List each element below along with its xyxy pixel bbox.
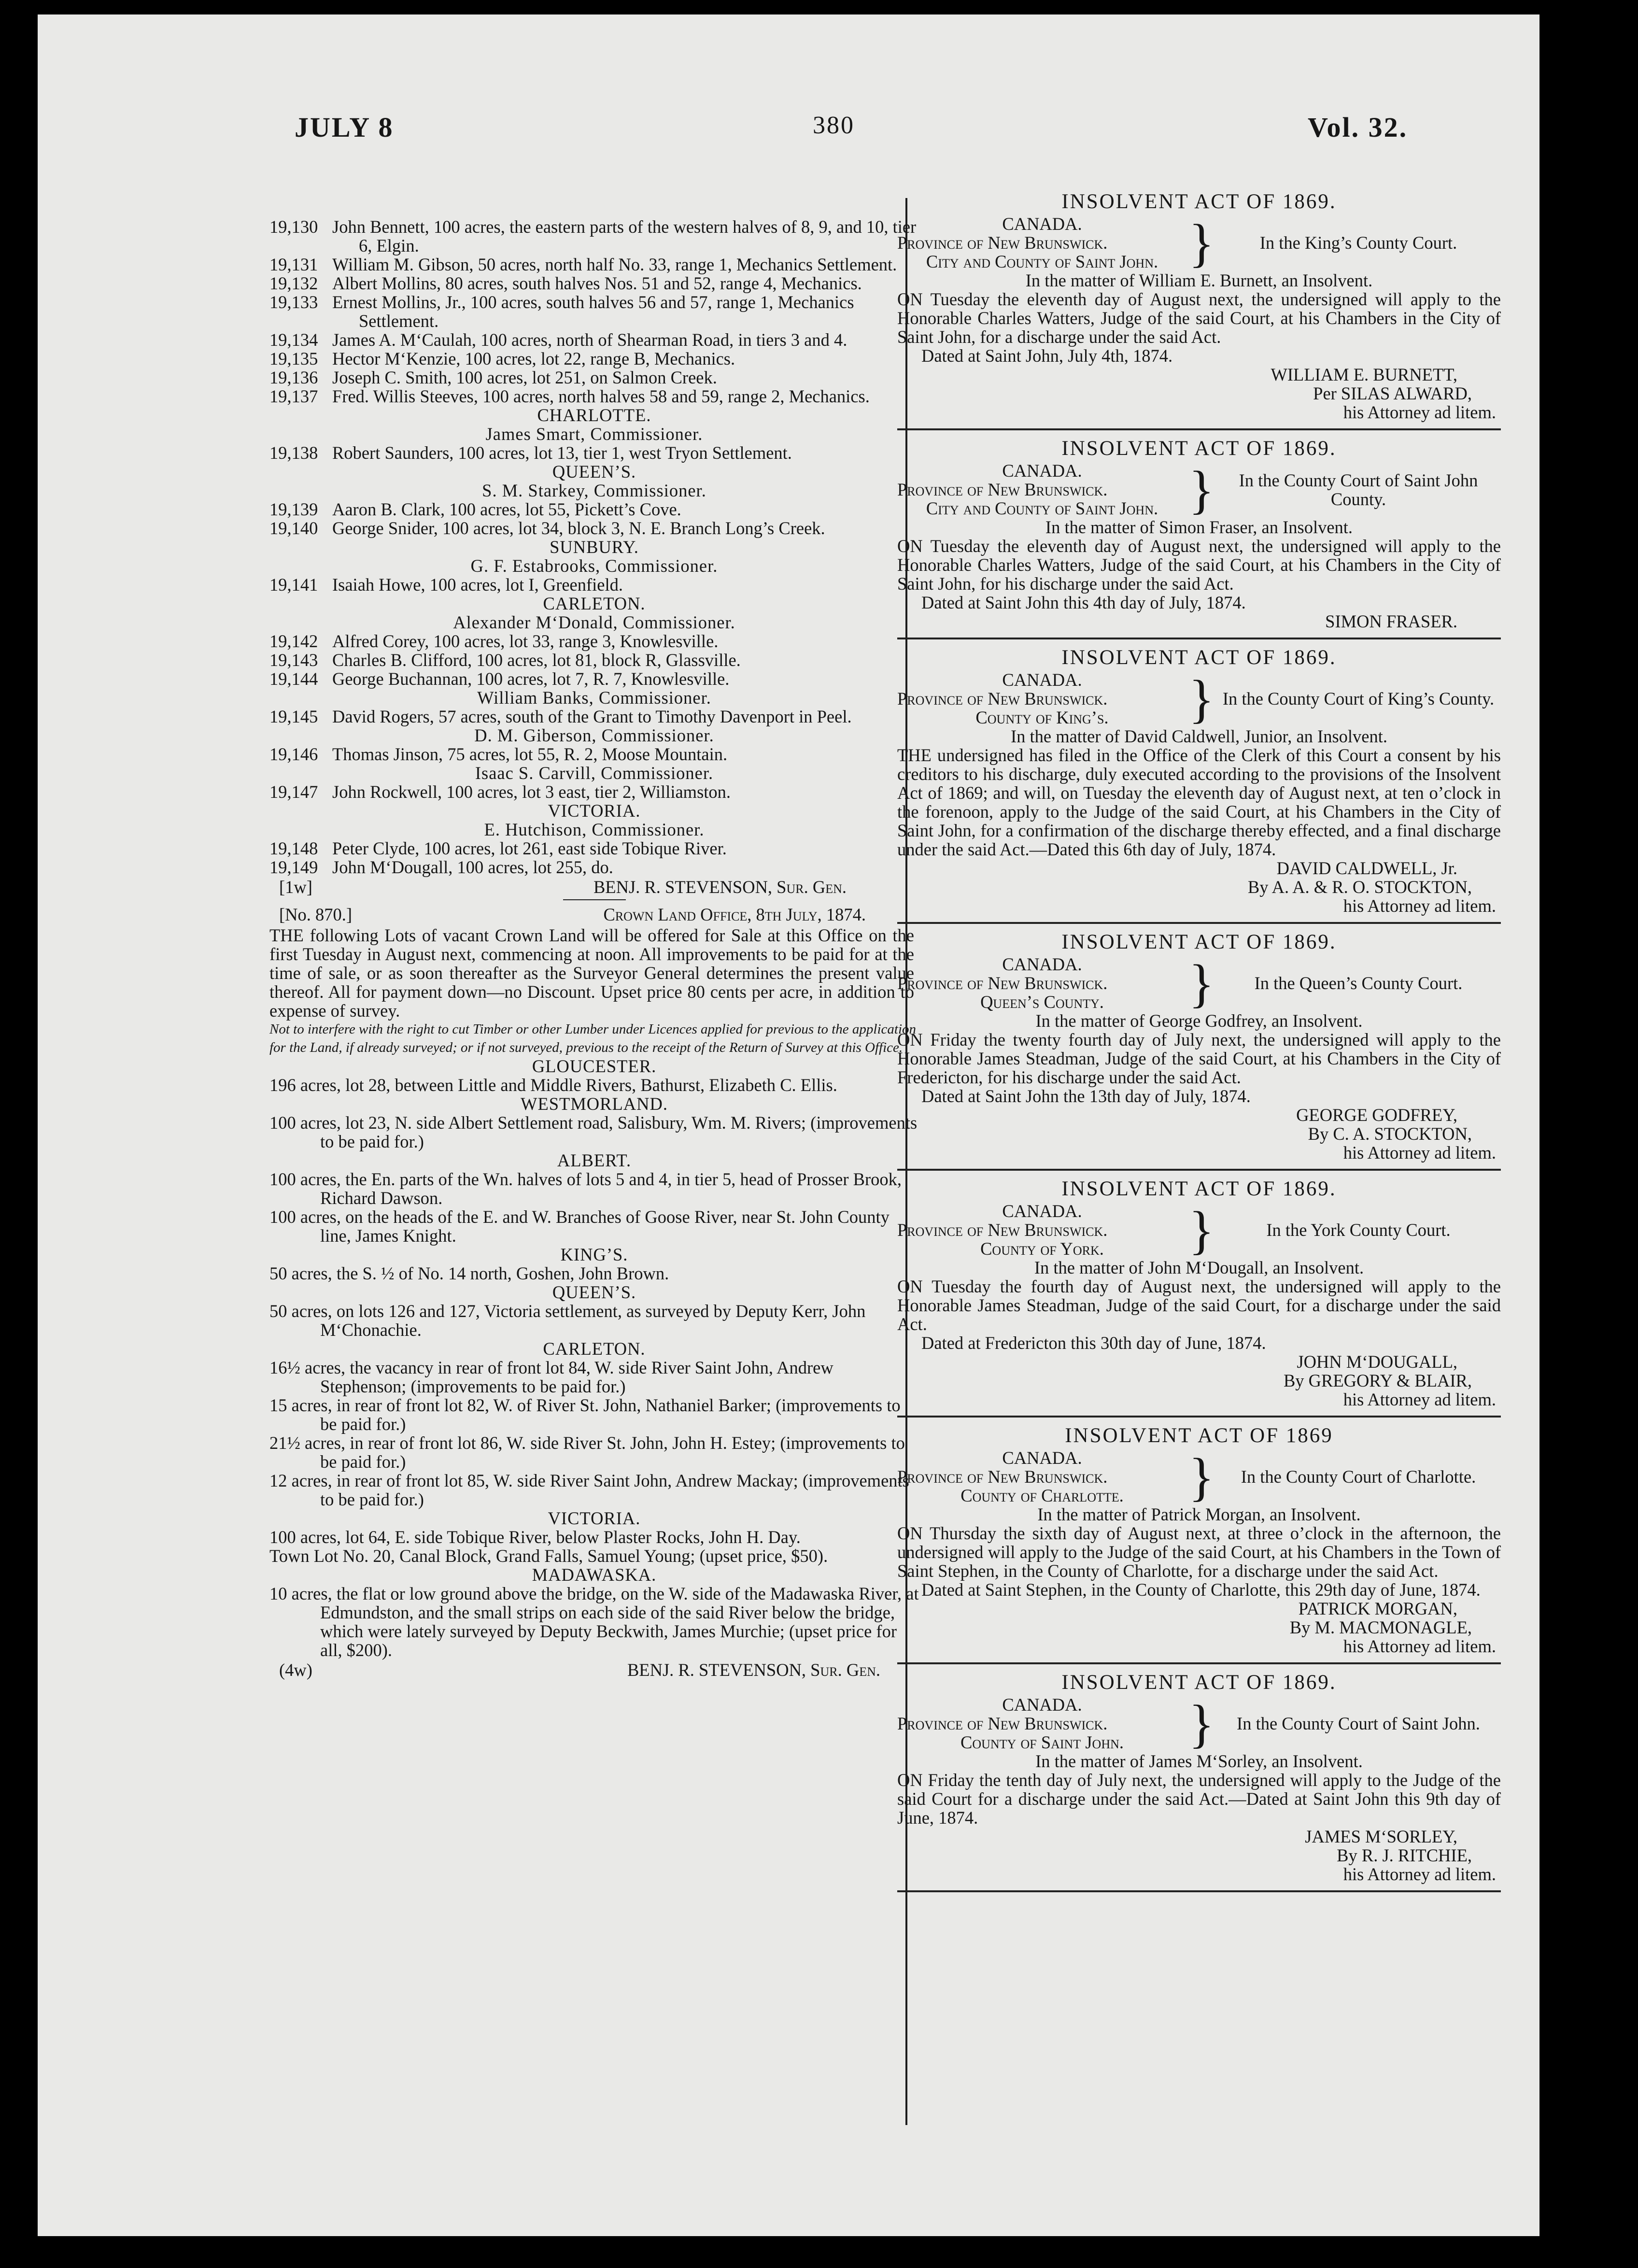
grant-entry <box>269 519 919 538</box>
brace-glyph: } <box>1188 460 1214 519</box>
left-column <box>269 217 919 1679</box>
grant-text: Isaiah Howe, 100 acres, lot I, Greenfield. <box>332 575 623 595</box>
attorney-role: his Attorney ad litem. <box>1343 1864 1496 1884</box>
attorney-role: his Attorney ad litem. <box>1343 1636 1496 1656</box>
grant-entry <box>269 255 919 274</box>
court-name: In the County Court of Charlotte. <box>1241 1467 1476 1487</box>
grant-number: 19,133 <box>269 292 318 312</box>
notice-title: INSOLVENT ACT OF 1869. <box>1061 1177 1337 1200</box>
court-name: In the Queen’s County Court. <box>1254 973 1463 993</box>
grant-text: Ernest Mollins, Jr., 100 acres, south halves 56 and 57, range 1, Mechanics Settlement. <box>332 292 854 331</box>
grant-number: 19,148 <box>269 838 318 858</box>
grant-number: 19,132 <box>269 273 318 293</box>
dated-line: Dated at Fredericton this 30th day of June, 1874. <box>921 1333 1266 1353</box>
signature-line <box>269 877 919 896</box>
dated-line: Dated at Saint John, July 4th, 1874. <box>921 346 1173 366</box>
grant-entry <box>269 500 919 519</box>
notice-title: INSOLVENT ACT OF 1869. <box>1061 1671 1337 1694</box>
matter-line: In the matter of Patrick Morgan, an Insolvent. <box>1037 1504 1361 1524</box>
canada-label: CANADA. <box>1002 1201 1082 1221</box>
court-block <box>897 1202 1501 1258</box>
grant-number: 19,149 <box>269 857 318 877</box>
court-name: In the County Court of King’s County. <box>1222 689 1495 709</box>
notice-body: ON Tuesday the eleventh day of August next, the undersigned will apply to the Honorable Charles Watters, Judge of the said Court, at his Chambers in the City of Saint John, for his discharge under the said Act. <box>897 536 1501 594</box>
signer-name: PATRICK MORGAN, <box>1298 1599 1457 1618</box>
notice-body: ON Friday the tenth day of July next, the undersigned will apply to the Judge of the said Court for a discharge under the said Act.—Dated at Saint John this 9th day of June, 1874. <box>897 1770 1501 1828</box>
province-label: Province of New Brunswick. <box>897 689 1108 709</box>
grant-number: 19,144 <box>269 669 318 689</box>
county-label: City and County of Saint John. <box>926 252 1158 271</box>
brace-glyph: } <box>1188 1694 1214 1753</box>
grant-text: John M‘Dougall, 100 acres, lot 255, do. <box>332 857 613 877</box>
grant-entry <box>269 349 919 368</box>
notice-title: INSOLVENT ACT OF 1869. <box>1061 437 1337 460</box>
grant-number: 19,145 <box>269 707 318 726</box>
notice-title: INSOLVENT ACT OF 1869. <box>1061 646 1337 669</box>
lot-list <box>269 1057 919 1659</box>
signer-name: DAVID CALDWELL, Jr. <box>1276 858 1457 878</box>
right-column <box>897 189 1501 1898</box>
grant-number: 19,138 <box>269 443 318 463</box>
grant-list-a <box>269 217 919 406</box>
attorney-name: By A. A. & R. O. STOCKTON, <box>1247 877 1472 897</box>
attorney-name: Per SILAS ALWARD, <box>1313 383 1472 403</box>
grant-entry <box>269 443 919 462</box>
grant-number: 19,139 <box>269 499 318 519</box>
lot-entry: 16½ acres, the vacancy in rear of front lot 84, W. side River Saint John, Andrew Stephenson; (improvements to be paid for.) <box>269 1358 833 1396</box>
insolvency-notice <box>897 1177 1501 1418</box>
dated-line: Dated at Saint John the 13th day of July, 1874. <box>921 1086 1251 1106</box>
county-heading: GLOUCESTER. <box>532 1056 657 1076</box>
county-heading: ALBERT. <box>557 1150 632 1170</box>
county-label: Queen’s County. <box>980 992 1104 1012</box>
lot-entry: 100 acres, the En. parts of the Wn. halves of lots 5 and 4, in tier 5, head of Prosser Brook, Richard Dawson. <box>269 1169 902 1208</box>
grant-entry <box>269 839 919 858</box>
brace-glyph: } <box>1188 1200 1214 1260</box>
county-heading: SUNBURY. <box>550 537 639 557</box>
notice-title: INSOLVENT ACT OF 1869. <box>1061 190 1337 213</box>
grant-text: Joseph C. Smith, 100 acres, lot 251, on Salmon Creek. <box>332 368 717 387</box>
commissioner-name: Isaac S. Carvill, Commissioner. <box>475 763 714 783</box>
dated-line: Dated at Saint Stephen, in the County of Charlotte, this 29th day of June, 1874. <box>921 1580 1481 1600</box>
notice-body: THE undersigned has filed in the Office of the Clerk of this Court a consent by his creditors to his discharge, duly executed according to the provisions of the Insolvent Act of 1869; and will, on Tuesday the eleventh day of August next, at ten o’clock in the forenoon, apply to the Judge of the said Court, at his Chambers in the City of Saint John, for a confirmation of the discharge thereby effected, and a final discharge under the said Act.—Dated this 6th day of July, 1874. <box>897 745 1501 859</box>
lot-entry: 15 acres, in rear of front lot 82, W. of River St. John, Nathaniel Barker; (improvements to be paid for.) <box>269 1395 901 1434</box>
grant-text: William M. Gibson, 50 acres, north half No. 33, range 1, Mechanics Settlement. <box>332 255 897 274</box>
notice-body: ON Thursday the sixth day of August next, at three o’clock in the afternoon, the undersigned will apply to the Judge of the said Court, at his Chambers in the Town of Saint Stephen, in the County of Charlotte, for a discharge under the said Act. <box>897 1523 1501 1581</box>
signer-name: JAMES M‘SORLEY, <box>1305 1827 1457 1846</box>
notice-header <box>269 903 919 926</box>
grant-text: John Bennett, 100 acres, the eastern parts of the western halves of 8, 9, and 10, tier 6, Elgin. <box>332 217 917 255</box>
brace-glyph: } <box>1188 213 1214 272</box>
jurisdiction <box>897 955 1187 1011</box>
grant-entry <box>269 632 919 651</box>
grant-text: Fred. Willis Steeves, 100 acres, north halves 58 and 59, range 2, Mechanics. <box>332 386 870 406</box>
grant-number: 19,131 <box>269 255 318 274</box>
grant-text: Thomas Jinson, 75 acres, lot 55, R. 2, Moose Mountain. <box>332 744 728 764</box>
insolvency-notice <box>897 645 1501 924</box>
grant-list-i <box>269 839 919 877</box>
grant-list-h <box>269 782 919 801</box>
matter-line: In the matter of William E. Burnett, an Insolvent. <box>1025 270 1373 290</box>
notice-body: ON Tuesday the fourth day of August next, the undersigned will apply to the Honorable James Steadman, Judge of the said Court, for a discharge under the said Act. <box>897 1276 1501 1334</box>
notice-title: INSOLVENT ACT OF 1869. <box>1061 931 1337 953</box>
grant-number: 19,147 <box>269 782 318 802</box>
commissioner-name: Alexander M‘Donald, Commissioner. <box>453 612 735 632</box>
grant-text: Hector M‘Kenzie, 100 acres, lot 22, range B, Mechanics. <box>332 349 735 369</box>
grant-entry <box>269 274 919 293</box>
province-label: Province of New Brunswick. <box>897 480 1108 499</box>
court-block <box>897 214 1501 271</box>
attorney-role: his Attorney ad litem. <box>1343 1143 1496 1162</box>
court-block <box>897 1448 1501 1505</box>
commissioner-name: E. Hutchison, Commissioner. <box>484 820 705 839</box>
county-heading: QUEEN’S. <box>552 462 636 482</box>
commissioner-name: James Smart, Commissioner. <box>485 424 703 444</box>
grant-number: 19,130 <box>269 217 318 237</box>
county-label: County of Charlotte. <box>960 1486 1124 1505</box>
jurisdiction <box>897 1448 1187 1505</box>
grant-entry <box>269 330 919 349</box>
county-heading: QUEEN’S. <box>552 1282 636 1302</box>
insolvency-notice <box>897 436 1501 639</box>
grant-entry <box>269 669 919 688</box>
brace-glyph: } <box>1188 1447 1214 1506</box>
attorney-name: By C. A. STOCKTON, <box>1308 1124 1472 1144</box>
county-heading: MADAWASKA. <box>532 1565 657 1585</box>
canada-label: CANADA. <box>1002 214 1082 234</box>
court-name: In the King’s County Court. <box>1259 233 1457 253</box>
grant-text: Robert Saunders, 100 acres, lot 13, tier 1, west Tryon Settlement. <box>332 443 792 463</box>
lot-entry: 12 acres, in rear of front lot 85, W. side River Saint John, Andrew Mackay; (improvements to be paid for.) <box>269 1471 909 1509</box>
grant-text: Aaron B. Clark, 100 acres, lot 55, Pickett’s Cove. <box>332 499 681 519</box>
insolvency-notice <box>897 1670 1501 1892</box>
county-heading: KING’S. <box>560 1245 628 1264</box>
notice-office-date: Crown Land Office, 8th July, 1874. <box>603 905 866 924</box>
grant-list-d <box>269 575 919 594</box>
jurisdiction <box>897 1695 1187 1752</box>
commissioner-name: G. F. Estabrooks, Commissioner. <box>470 556 718 576</box>
grant-text: Albert Mollins, 80 acres, south halves Nos. 51 and 52, range 4, Mechanics. <box>332 273 862 293</box>
grant-list-b <box>269 443 919 462</box>
province-label: Province of New Brunswick. <box>897 233 1108 253</box>
brace-glyph: } <box>1188 669 1214 728</box>
canada-label: CANADA. <box>1002 670 1082 690</box>
short-rule <box>563 899 626 900</box>
jurisdiction <box>897 1202 1187 1258</box>
canada-label: CANADA. <box>1002 461 1082 481</box>
attorney-role: his Attorney ad litem. <box>1343 402 1496 422</box>
matter-line: In the matter of Simon Fraser, an Insolvent. <box>1045 517 1353 537</box>
county-heading: VICTORIA. <box>548 1508 641 1528</box>
grant-number: 19,141 <box>269 575 318 595</box>
jurisdiction <box>897 461 1187 518</box>
lot-entry: 100 acres, lot 64, E. side Tobique River, below Plaster Rocks, John H. Day. <box>269 1527 801 1547</box>
province-label: Province of New Brunswick. <box>897 1220 1108 1240</box>
lot-entry: 21½ acres, in rear of front lot 86, W. side River St. John, John H. Estey; (improvements to be paid for.) <box>269 1433 905 1472</box>
court-name: In the County Court of Saint John. <box>1237 1714 1480 1733</box>
insertion-tag: [1w] <box>279 877 312 897</box>
grant-list-e <box>269 632 919 688</box>
grant-entry <box>269 651 919 669</box>
canada-label: CANADA. <box>1002 1695 1082 1715</box>
court-name: In the County Court of Saint John County. <box>1239 470 1478 509</box>
attorney-name: By R. J. RITCHIE, <box>1337 1845 1472 1865</box>
notice-body: THE following Lots of vacant Crown Land will be offered for Sale at this Office on the first Tuesday in August next, commencing at noon. All improvements to be paid for at the time of sale, or as soon thereafter as the Surveyor General determines the present value thereof. All for payment down—no Discount. Upset price 80 cents per acre, in addition to expense of survey. <box>269 925 914 1021</box>
brace-glyph: } <box>1188 953 1214 1013</box>
county-label: County of Saint John. <box>960 1732 1124 1752</box>
county-label: City and County of Saint John. <box>926 498 1158 518</box>
insolvency-notice <box>897 189 1501 430</box>
gazette-page <box>38 14 1539 2236</box>
grant-text: George Buchannan, 100 acres, lot 7, R. 7, Knowlesville. <box>332 669 730 689</box>
county-heading: CHARLOTTE. <box>537 405 651 425</box>
notice-body: ON Friday the twenty fourth day of July next, the undersigned will apply to the Honorable James Steadman, Judge of the said Court, at his Chambers in the City of Fredericton, for his discharge under the said Act. <box>897 1030 1501 1087</box>
jurisdiction <box>897 214 1187 271</box>
court-block <box>897 955 1501 1011</box>
court-name: In the York County Court. <box>1266 1220 1451 1240</box>
county-heading: VICTORIA. <box>548 801 641 821</box>
court-block <box>897 461 1501 518</box>
attorney-name: By M. MACMONAGLE, <box>1289 1617 1472 1637</box>
attorney-role: his Attorney ad litem. <box>1343 896 1496 916</box>
matter-line: In the matter of James M‘Sorley, an Insolvent. <box>1035 1751 1363 1771</box>
grant-entry <box>269 368 919 387</box>
dated-line: Dated at Saint John this 4th day of July, 1874. <box>921 593 1246 612</box>
signer-name: SIMON FRASER. <box>1325 611 1457 631</box>
signer-name: WILLIAM E. BURNETT, <box>1271 365 1457 384</box>
notice-title: INSOLVENT ACT OF 1869 <box>1065 1424 1333 1447</box>
matter-line: In the matter of David Caldwell, Junior, an Insolvent. <box>1010 726 1388 746</box>
matter-line: In the matter of George Godfrey, an Insolvent. <box>1035 1011 1363 1031</box>
grant-list-c <box>269 500 919 538</box>
insolvency-notice <box>897 1423 1501 1664</box>
grant-entry <box>269 575 919 594</box>
grant-number: 19,134 <box>269 330 318 350</box>
grant-entry <box>269 707 919 726</box>
signature-line <box>269 1659 919 1679</box>
notice-number: [No. 870.] <box>279 905 353 924</box>
grant-number: 19,135 <box>269 349 318 369</box>
province-label: Province of New Brunswick. <box>897 1714 1108 1733</box>
lot-entry: 100 acres, lot 23, N. side Albert Settlement road, Salisbury, Wm. M. Rivers; (improvements to be paid for.) <box>269 1113 918 1151</box>
jurisdiction <box>897 670 1187 727</box>
grant-number: 19,142 <box>269 631 318 651</box>
volume-label: Vol. 32. <box>1308 112 1408 143</box>
grant-text: James A. M‘Caulah, 100 acres, north of Shearman Road, in tiers 3 and 4. <box>332 330 847 350</box>
grant-text: George Snider, 100 acres, lot 34, block 3, N. E. Branch Long’s Creek. <box>332 518 825 538</box>
province-label: Province of New Brunswick. <box>897 1467 1108 1487</box>
lot-entry: Town Lot No. 20, Canal Block, Grand Falls, Samuel Young; (upset price, $50). <box>269 1546 828 1566</box>
lot-entry: 196 acres, lot 28, between Little and Middle Rivers, Bathurst, Elizabeth C. Ellis. <box>269 1075 837 1095</box>
grant-entry <box>269 858 919 877</box>
county-label: County of King’s. <box>975 708 1109 727</box>
lot-entry: 50 acres, the S. ½ of No. 14 north, Goshen, John Brown. <box>269 1263 669 1283</box>
attorney-role: his Attorney ad litem. <box>1343 1389 1496 1409</box>
grant-number: 19,140 <box>269 518 318 538</box>
canada-label: CANADA. <box>1002 1448 1082 1468</box>
lot-entry: 10 acres, the flat or low ground above the bridge, on the W. side of the Madawaska River, at Edmundston, and the small strips on each side of the said River below the bridge, which were lately surveyed by Deputy Beckwith, James Murchie; (upset price for all, $200). <box>269 1584 919 1660</box>
grant-entry <box>269 782 919 801</box>
insertion-tag: (4w) <box>279 1660 312 1680</box>
commissioner-name: William Banks, Commissioner. <box>477 688 711 708</box>
grant-entry <box>269 217 919 255</box>
canada-label: CANADA. <box>1002 954 1082 974</box>
signer-name: GEORGE GODFREY, <box>1296 1105 1457 1125</box>
insolvency-notice <box>897 930 1501 1171</box>
grant-text: David Rogers, 57 acres, south of the Grant to Timothy Davenport in Peel. <box>332 707 852 726</box>
grant-number: 19,136 <box>269 368 318 387</box>
commissioner-name: S. M. Starkey, Commissioner. <box>482 481 706 500</box>
grant-text: Alfred Corey, 100 acres, lot 33, range 3, Knowlesville. <box>332 631 719 651</box>
province-label: Province of New Brunswick. <box>897 973 1108 993</box>
court-block <box>897 1695 1501 1752</box>
commissioner-name: D. M. Giberson, Commissioner. <box>474 725 714 745</box>
matter-line: In the matter of John M‘Dougall, an Insolvent. <box>1034 1258 1364 1277</box>
notice-body: ON Tuesday the eleventh day of August next, the undersigned will apply to the Honorable Charles Watters, Judge of the said Court, at his Chambers in the City of Saint John, for a discharge under the said Act. <box>897 289 1501 347</box>
grant-number: 19,143 <box>269 650 318 670</box>
page-date: JULY 8 <box>295 112 394 143</box>
grant-text: Charles B. Clifford, 100 acres, lot 81, block R, Glassville. <box>332 650 741 670</box>
grant-list-g <box>269 745 919 764</box>
attorney-name: By GREGORY & BLAIR, <box>1283 1371 1472 1390</box>
county-label: County of York. <box>980 1239 1104 1259</box>
lot-entry: 100 acres, on the heads of the E. and W. Branches of Goose River, near St. John County line, James Knight. <box>269 1207 890 1246</box>
lot-entry: 50 acres, on lots 126 and 127, Victoria settlement, as surveyed by Deputy Kerr, John M‘Chonachie. <box>269 1301 866 1340</box>
county-heading: CARLETON. <box>543 1339 646 1359</box>
page-number: 380 <box>813 112 855 139</box>
surveyor-signature: BENJ. R. STEVENSON, Sur. Gen. <box>627 1660 880 1680</box>
grant-number: 19,146 <box>269 744 318 764</box>
county-heading: CARLETON. <box>543 594 646 613</box>
grant-entry <box>269 387 919 406</box>
grant-number: 19,137 <box>269 386 318 406</box>
signer-name: JOHN M‘DOUGALL, <box>1297 1352 1457 1372</box>
notice-note: Not to interfere with the right to cut Timber or other Lumber under Licences applied for previous to the application for the Land, if already surveyed; or if not surveyed, previous to the receipt of the Return of Survey at this Office. <box>269 1021 916 1055</box>
grant-entry <box>269 293 919 330</box>
county-heading: WESTMORLAND. <box>521 1094 668 1114</box>
grant-entry <box>269 745 919 764</box>
grant-text: Peter Clyde, 100 acres, lot 261, east side Tobique River. <box>332 838 727 858</box>
surveyor-signature: BENJ. R. STEVENSON, Sur. Gen. <box>593 877 847 897</box>
grant-text: John Rockwell, 100 acres, lot 3 east, tier 2, Williamston. <box>332 782 731 802</box>
court-block <box>897 670 1501 727</box>
grant-list-f <box>269 707 919 726</box>
